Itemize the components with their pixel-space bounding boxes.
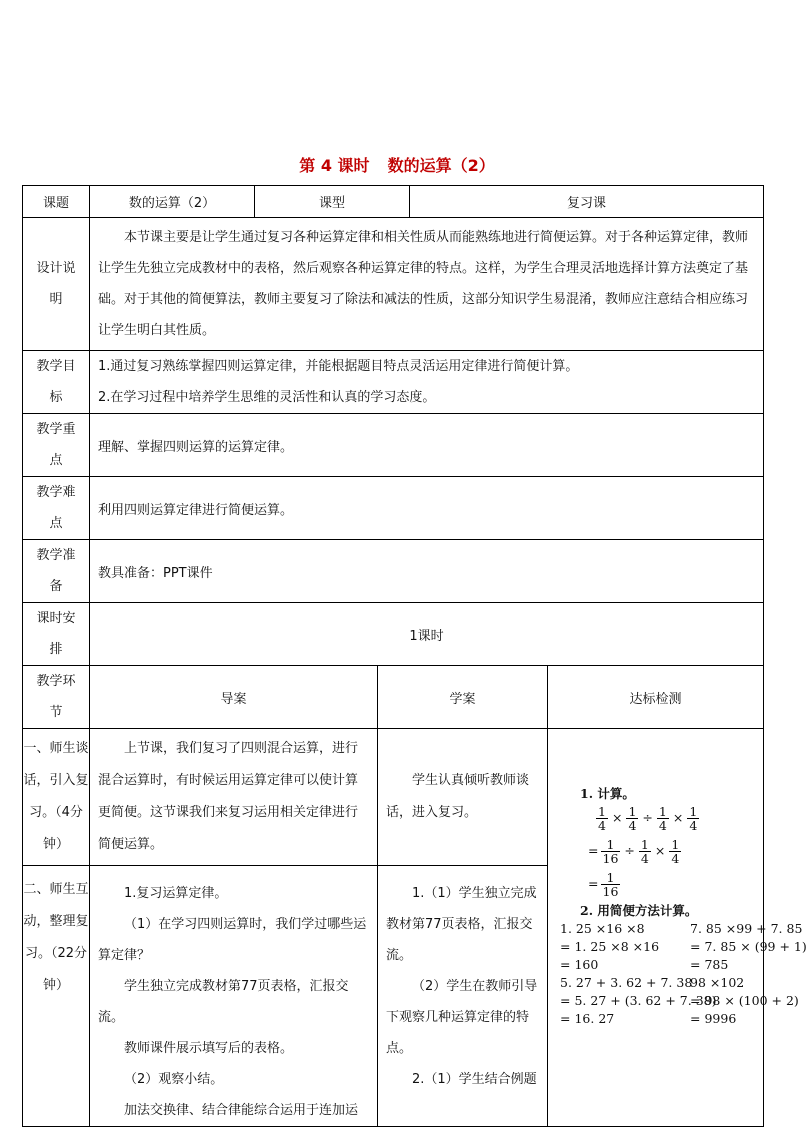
- label-mubiao: [23, 351, 90, 414]
- keshi-text: 1课时: [90, 603, 764, 666]
- xuean-line: （2）学生在教师引导下观察几种运算定律的特点。: [386, 979, 538, 1056]
- col-huanjie-text: 教学环节: [36, 674, 76, 720]
- fraction: $\frac{1}{4}$: [640, 837, 649, 866]
- kexing-value: 复习课: [410, 186, 764, 218]
- lesson-plan-table: [22, 185, 807, 1127]
- q2-cell: = 160: [560, 957, 599, 972]
- daoan-line: 1.复习运算定律。: [124, 886, 228, 901]
- fraction: $\frac{1}{4}$: [689, 804, 698, 833]
- q2-cell: = 785: [690, 957, 729, 972]
- zhunbei-text: 教具准备：PPT课件: [90, 540, 764, 603]
- label-sheji: [23, 218, 90, 351]
- q2-cell: = 5. 27 + (3. 62 + 7. 38): [560, 993, 717, 1008]
- page-title-topic: 数的运算（2）: [387, 156, 495, 175]
- label-zhongdian: [23, 414, 90, 477]
- q2-cell: = 1. 25 ×8 ×16: [560, 939, 660, 954]
- daoan-line: （2）观察小结。: [124, 1072, 224, 1087]
- col-daoan: 导案: [90, 666, 378, 729]
- fraction: $\frac{1}{4}$: [628, 804, 637, 833]
- q1-line2: = $\frac{1}{16}$ ÷ $\frac{1}{4}$ × $\frac{1}{4}$: [588, 837, 680, 866]
- label-zhongdian-text: 教学重点: [36, 422, 76, 468]
- lesson-plan-frame: [22, 185, 807, 1118]
- daoan-line: 加法交换律、结合律能综合运用于连加运: [124, 1103, 359, 1118]
- section1-xuean: 学生认真倾听教师谈话，进入复习。: [378, 729, 548, 866]
- xuean-line: 2.（1）学生结合例题: [412, 1072, 537, 1087]
- nandian-text: 利用四则运算定律进行简便运算。: [90, 477, 764, 540]
- mubiao-list: [90, 351, 764, 414]
- q2-cell: 98 ×102: [690, 975, 745, 990]
- label-keshi-text: 课时安排: [36, 611, 76, 657]
- q2-cell: = 98 × (100 + 2): [690, 993, 799, 1008]
- q2-cell: 5. 27 + 3. 62 + 7. 38: [560, 975, 693, 990]
- q2-grid: [560, 920, 807, 1028]
- zhongdian-text: 理解、掌握四则运算的运算定律。: [90, 414, 764, 477]
- daoan-line: （1）在学习四则运算时，我们学过哪些运算定律？: [98, 917, 367, 963]
- label-kexing: 课型: [255, 186, 410, 218]
- mubiao-item: 2.在学习过程中培养学生思维的灵活性和认真的学习态度。: [98, 390, 436, 405]
- q2-cell: = 16. 27: [560, 1011, 615, 1026]
- col-dabiao: 达标检测: [548, 666, 764, 729]
- label-sheji-text: 设计说明: [36, 261, 76, 307]
- keshi-row: [23, 603, 764, 666]
- label-zhunbei: [23, 540, 90, 603]
- q2-cell: = 9996: [690, 1011, 737, 1026]
- q2-cell: 1. 25 ×16 ×8: [560, 921, 645, 936]
- mubiao-row: [23, 351, 764, 414]
- section1-row: [23, 729, 764, 866]
- daoan-line: 教师课件展示填写后的表格。: [124, 1041, 294, 1056]
- daoan-line: 学生独立完成教材第77页表格，汇报交流。: [98, 979, 349, 1025]
- section2-xuean: [378, 866, 548, 1127]
- label-zhunbei-text: 教学准备: [36, 548, 76, 594]
- columns-row: [23, 666, 764, 729]
- fraction: $\frac{1}{4}$: [671, 837, 680, 866]
- page-title-lesson: 第 4 课时: [299, 156, 370, 175]
- section1-daoan: 上节课，我们复习了四则混合运算，进行混合运算时，有时候运用运算定律可以使计算更简便。这节课我们来复习运用相关定律进行简便运算。: [90, 729, 378, 866]
- sheji-text: 本节课主要是让学生通过复习各种运算定律和相关性质从而能熟练地进行简便运算。对于各种运算定律，教师让学生先独立完成教材中的表格，然后观察各种运算定律的特点。这样，为学生合理灵活地选择计算方法奠定了基础。对于其他的简便算法，教师主要复习了除法和减法的性质，这部分知识学生易混淆，教师应注意结合相应练习让学生明白其性质。: [90, 218, 764, 351]
- q1-title: 1. 计算。: [580, 786, 635, 801]
- zhongdian-row: [23, 414, 764, 477]
- col-huanjie: [23, 666, 90, 729]
- fraction: $\frac{1}{4}$: [598, 804, 606, 833]
- label-nandian: [23, 477, 90, 540]
- fraction: $\frac{1}{4}$: [658, 804, 667, 833]
- label-keshi: [23, 603, 90, 666]
- label-mubiao-text: 教学目标: [36, 359, 76, 405]
- dabiao-exercises: [558, 785, 807, 1028]
- col-xuean: 学案: [378, 666, 548, 729]
- q2-cell: = 7. 85 × (99 + 1): [690, 939, 807, 954]
- dabiao-cell: [548, 729, 807, 1127]
- section1-label: 一、师生谈话，引入复习。（4分钟）: [23, 729, 90, 866]
- sheji-row: [23, 218, 764, 351]
- fraction: $\frac{1}{16}$: [602, 870, 619, 899]
- header-row: [23, 186, 764, 218]
- q1-line1: $\frac{1}{4}$ × $\frac{1}{4}$ ÷ $\frac{1}{4}$ × $\frac{1}{4}$: [598, 804, 698, 833]
- section2-label: 二、师生互动，整理复习。（22分钟）: [23, 866, 90, 1127]
- q2-title: 2. 用简便方法计算。: [580, 903, 698, 918]
- keti-value: 数的运算（2）: [90, 186, 255, 218]
- label-nandian-text: 教学难点: [36, 485, 76, 531]
- xuean-line: 1.（1）学生独立完成教材第77页表格，汇报交流。: [386, 886, 537, 963]
- mubiao-item: 1.通过复习熟练掌握四则运算定律，并能根据题目特点灵活运用定律进行简便计算。: [98, 359, 579, 374]
- q1-line3: = $\frac{1}{16}$: [588, 870, 619, 899]
- zhunbei-row: [23, 540, 764, 603]
- page-title: [0, 153, 794, 176]
- section2-daoan: [90, 866, 378, 1127]
- q2-cell: 7. 85 ×99 + 7. 85: [690, 921, 803, 936]
- fraction: $\frac{1}{16}$: [602, 837, 619, 866]
- nandian-row: [23, 477, 764, 540]
- label-keti: 课题: [23, 186, 90, 218]
